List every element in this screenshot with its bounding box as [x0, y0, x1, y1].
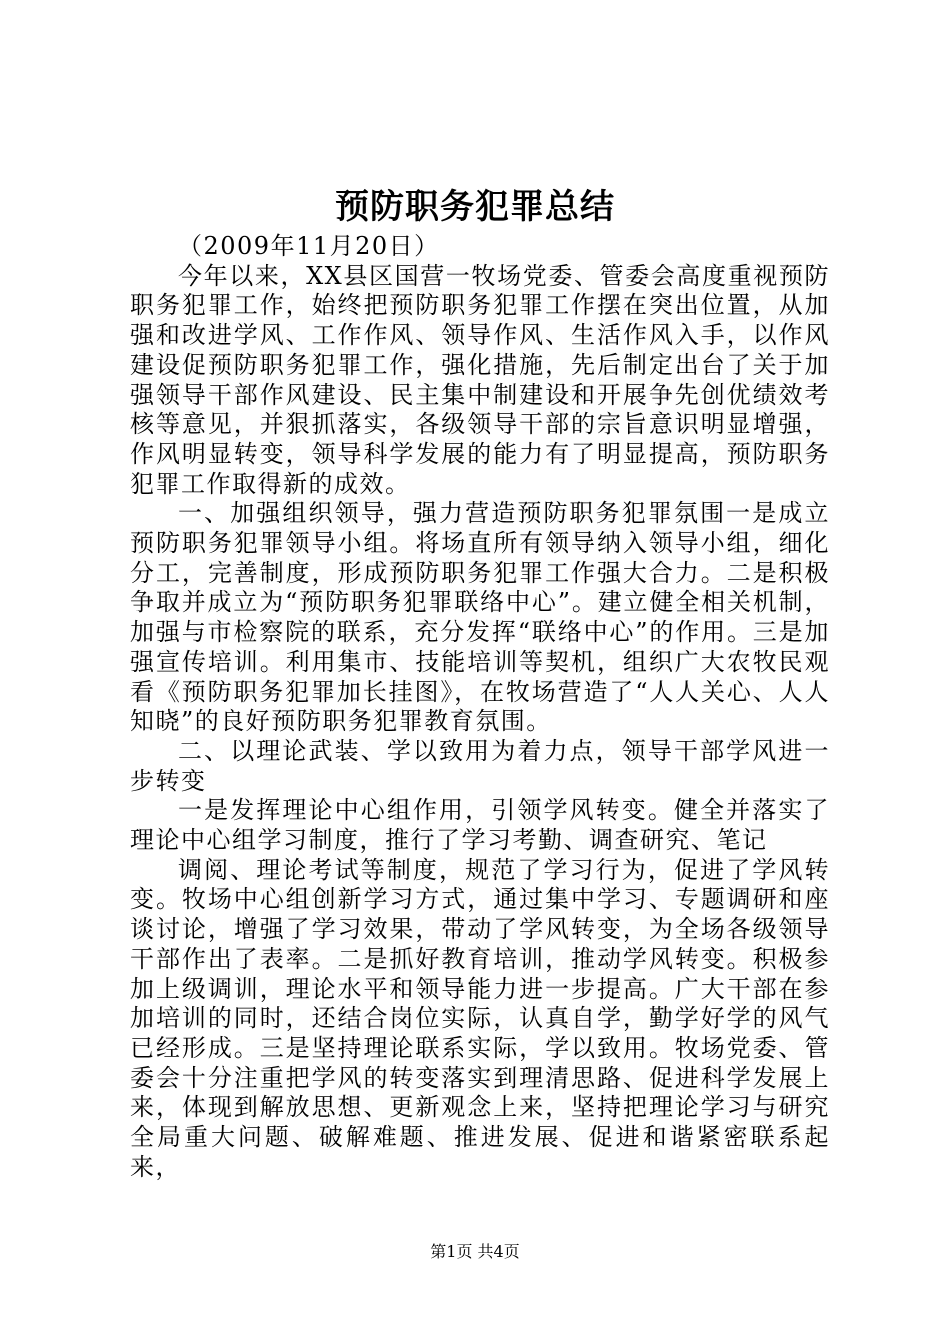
paragraph-section-2-heading: 二、以理论武装、学以致用为着力点，领导干部学风进一步转变 [130, 736, 830, 795]
paragraph-section-2-part-a: 一是发挥理论中心组作用，引领学风转变。健全并落实了理论中心组学习制度，推行了学习考勤、调查研究、笔记 [130, 796, 830, 855]
paragraph-intro: 今年以来，XX县区国营一牧场党委、管委会高度重视预防职务犯罪工作，始终把预防职务犯罪工作摆在突出位置，从加强和改进学风、工作作风、领导作风、生活作风入手，以作风建设促预防职务犯罪工作，强化措施，先后制定出台了关于加强领导干部作风建设、民主集中制建设和开展争先创优绩效考核等意见，并狠抓落实，各级领导干部的宗旨意识明显增强，作风明显转变，领导科学发展的能力有了明显提高，预防职务犯罪工作取得新的成效。 [130, 261, 830, 498]
page-number-footer: 第1页 共4页 [430, 1242, 520, 1261]
paragraph-section-2-part-b: 调阅、理论考试等制度，规范了学习行为，促进了学风转变。牧场中心组创新学习方式，通过集中学习、专题调研和座谈讨论，增强了学习效果，带动了学风转变，为全场各级领导干部作出了表率。二是抓好教育培训，推动学风转变。积极参加上级调训，理论水平和领导能力进一步提高。广大干部在参加培训的同时，还结合岗位实际，认真自学，勤学好学的风气已经形成。三是坚持理论联系实际，学以致用。牧场党委、管委会十分注重把学风的转变落实到理清思路、促进科学发展上来，体现到解放思想、更新观念上来，坚持把理论学习与研究全局重大问题、破解难题、推进发展、促进和谐紧密联系起来， [130, 855, 830, 1181]
document-date: （2009年11月20日） [178, 232, 440, 260]
paragraph-section-1: 一、加强组织领导，强力营造预防职务犯罪氛围一是成立预防职务犯罪领导小组。将场直所有领导纳入领导小组，细化分工，完善制度，形成预防职务犯罪工作强大合力。二是积极争取并成立为“预防职务犯罪联络中心”。建立健全相关机制，加强与市检察院的联系，充分发挥“联络中心”的作用。三是加强宣传培训。利用集市、技能培训等契机，组织广大农牧民观看《预防职务犯罪加长挂图》，在牧场营造了“人人关心、人人知晓”的良好预防职务犯罪教育氛围。 [130, 499, 830, 736]
document-title: 预防职务犯罪总结 [335, 187, 615, 227]
document-body [130, 232, 830, 1183]
